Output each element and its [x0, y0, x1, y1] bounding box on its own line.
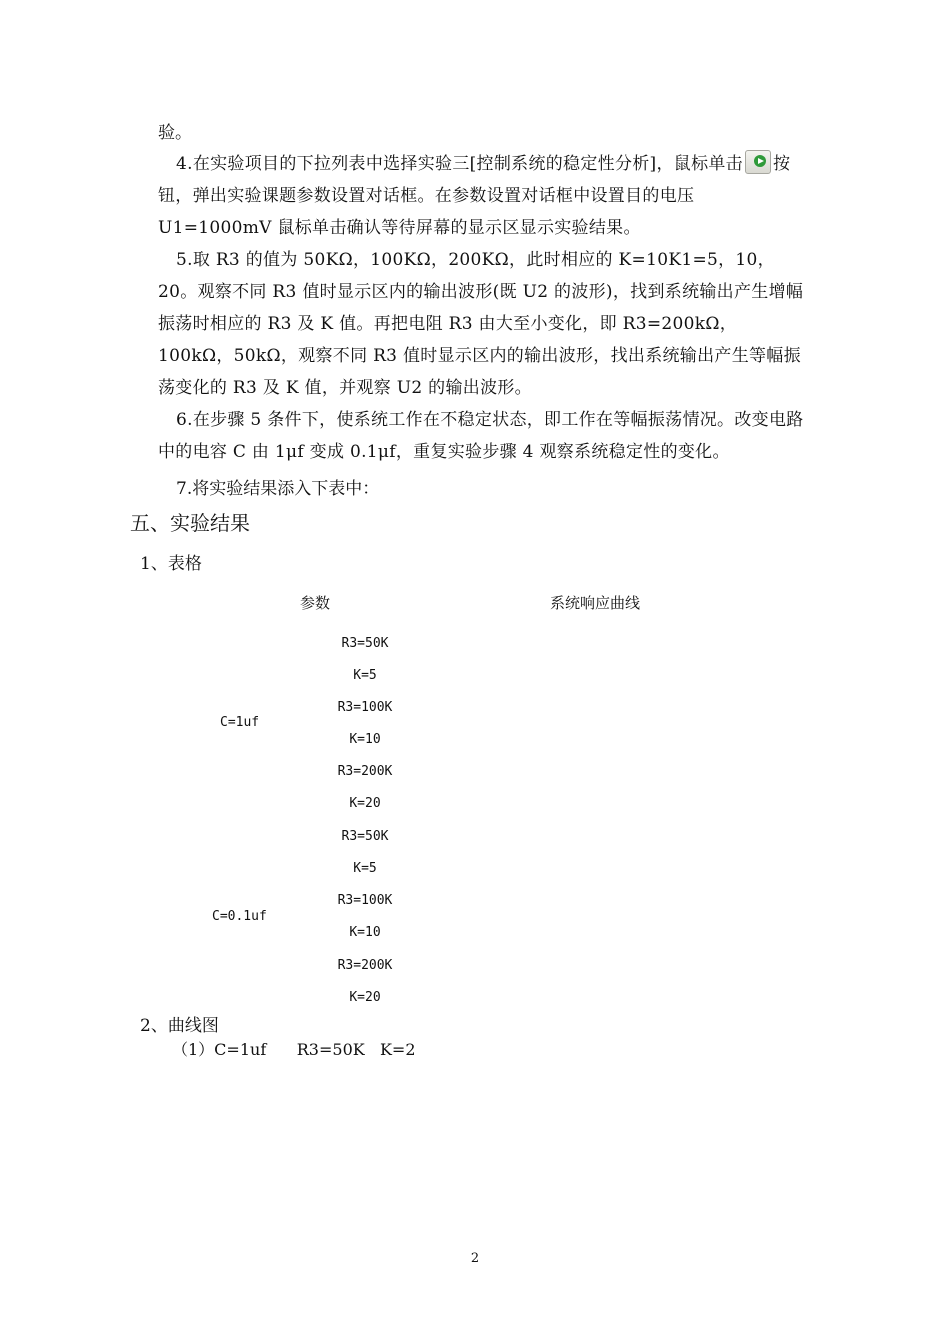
play-button-icon [745, 150, 771, 174]
table-cell: R3=50K [341, 829, 389, 844]
curve-item: （1）C=1uf R3=50K K=2 [172, 1040, 416, 1059]
table-cell: R3=100K [337, 893, 393, 908]
column-header-params: 参数 [300, 594, 331, 612]
table-cell: K=10 [349, 732, 381, 747]
section-heading: 五、实验结果 [130, 511, 250, 535]
page-number: 2 [470, 1251, 480, 1266]
table-cell: R3=100K [337, 700, 393, 715]
group-label: C=0.1uf [212, 909, 267, 924]
group-label: C=1uf [220, 715, 260, 730]
step-4-text-b: 按钮，弹出实验课题参数设置对话框。在参数设置对话框中设置目的电压 U1=1000mV 鼠标单击确认等待屏幕的显示区显示实验结果。 [158, 154, 791, 238]
table-cell: K=20 [349, 990, 381, 1005]
step-4 [158, 148, 806, 244]
play-glyph [754, 155, 766, 167]
step-5: 5.取 R3 的值为 50KΩ，100KΩ，200KΩ，此时相应的 K=10K1=5，10，20。观察不同 R3 值时显示区内的输出波形(既 U2 的波形)，找到系统输出产生增幅振荡时相应的 R3 及 K 值。再把电阻 R3 由大至小变化，即 R3=200kΩ，100kΩ，50kΩ，观察不同 R3 值时显示区内的输出波形，找出系统输出产生等幅振荡变化的 R3 及 K 值，并观察 U2 的输出波形。 [158, 250, 804, 398]
step-6: 6.在步骤 5 条件下，使系统工作在不稳定状态，即工作在等幅振荡情况。改变电路中的电容 C 由 1μf 变成 0.1μf，重复实验步骤 4 观察系统稳定性的变化。 [158, 410, 804, 462]
step-7: 7.将实验结果添入下表中： [176, 479, 380, 499]
table-cell: R3=50K [341, 636, 389, 651]
text-continuation: 验。 [158, 123, 192, 143]
table-cell: R3=200K [337, 764, 393, 779]
step-4-text-a: 4.在实验项目的下拉列表中选择实验三[控制系统的稳定性分析]，鼠标单击 [176, 154, 743, 174]
table-cell: R3=200K [337, 958, 393, 973]
table-label: 1、表格 [140, 554, 202, 574]
table-cell: K=5 [353, 668, 377, 683]
curve-label: 2、曲线图 [140, 1016, 219, 1036]
table-cell: K=5 [353, 861, 377, 876]
column-header-curve: 系统响应曲线 [550, 594, 641, 612]
table-cell: K=20 [349, 796, 381, 811]
table-cell: K=10 [349, 925, 381, 940]
